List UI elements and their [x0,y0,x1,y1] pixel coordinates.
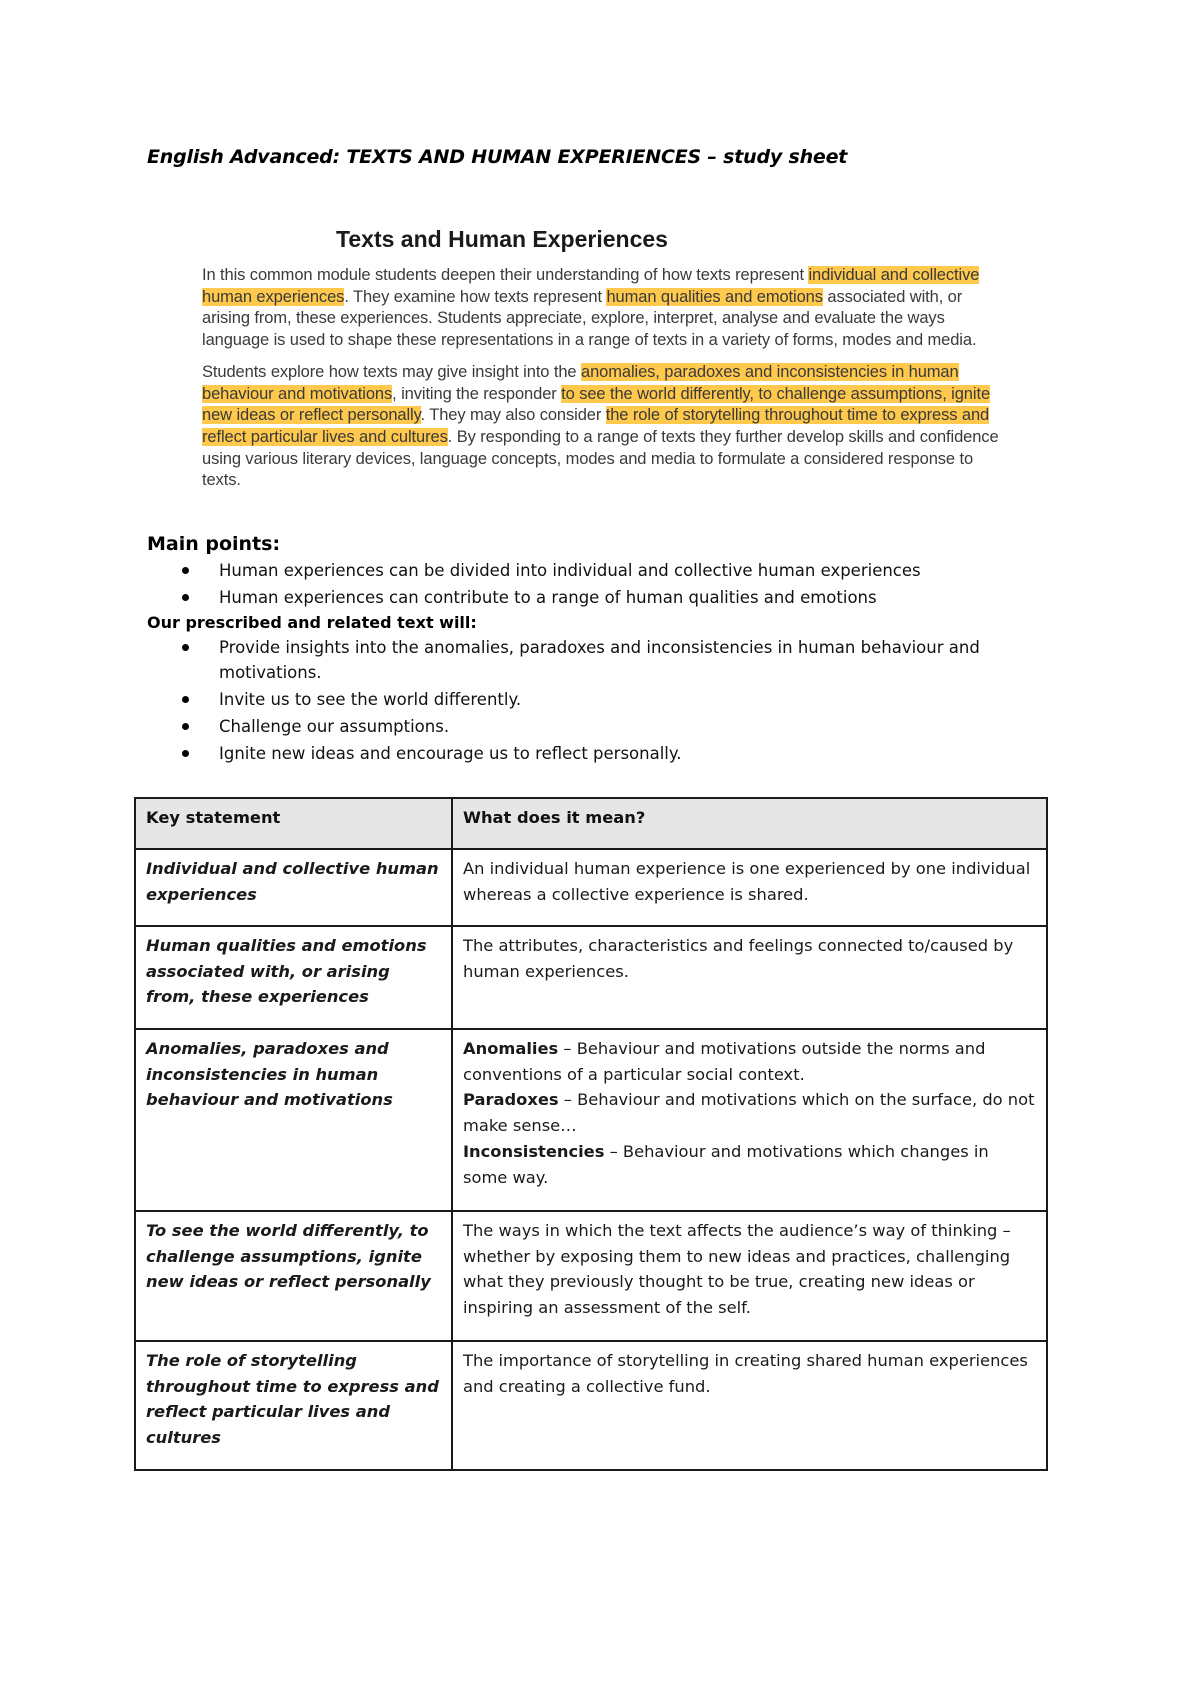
list-item-text: Provide insights into the anomalies, paradoxes and inconsistencies in human behaviour and motivations. [219,638,980,682]
excerpt-heading: Texts and Human Experiences [336,226,668,252]
excerpt-text: . They examine how texts represent [344,287,607,306]
term-label: Inconsistencies [463,1141,605,1161]
term-text: – Behaviour and motivations which on the surface, do not make sense… [463,1090,1035,1136]
excerpt-paragraph-2 [202,362,1002,492]
bullet-icon [182,696,189,703]
list-item-text: Human experiences can contribute to a range of human qualities and emotions [219,588,877,607]
key-statement-cell: Human qualities and emotions associated with, or arising from, these experiences [135,926,452,1029]
main-points-section [147,533,1077,768]
excerpt-text: In this common module students deepen their understanding of how texts represent [202,266,809,284]
bullet-icon [182,594,189,601]
term-label: Paradoxes [463,1090,559,1110]
meaning-cell [452,1029,1047,1211]
list-item [219,687,1077,712]
table-row [135,849,1047,926]
term-text: – Behaviour and motivations which changes in some way. [463,1141,989,1187]
table-row [135,926,1047,1029]
bullet-icon [182,644,189,651]
table-row [135,1029,1047,1211]
excerpt-text: . By responding to a range of texts they further develop skills and confidence using various literary devices, language concepts, modes and media to formulate a considered response to texts. [202,427,999,490]
excerpt-text: , inviting the responder [392,384,562,403]
table-header-row [135,798,1047,849]
key-statement-cell: The role of storytelling throughout time to express and reflect particular lives and cultures [135,1341,452,1470]
term-text: – Behaviour and motivations outside the norms and conventions of a particular social context. [463,1039,986,1084]
highlighted-text: human qualities and emotions [606,287,823,306]
table-row [135,1341,1047,1470]
list-item-text: Invite us to see the world differently. [219,690,522,709]
term-label: Anomalies [463,1039,559,1058]
table-header-meaning: What does it mean? [452,798,1047,849]
list-item [219,741,1077,766]
list-item [219,585,1077,610]
list-item [219,635,1077,685]
main-points-heading: Main points: [147,533,281,555]
highlighted-text: to see the world differently, to challenge assumptions, ignite new ideas or reflect personally [202,384,991,425]
key-statement-cell: Individual and collective human experiences [135,849,452,926]
table-header-key: Key statement [135,798,452,849]
list-item-text: Challenge our assumptions. [219,717,450,736]
syllabus-excerpt [202,226,1002,502]
main-points-list [147,558,1077,610]
key-statement-table [134,797,1048,1471]
excerpt-paragraph-1 [202,265,1002,352]
excerpt-text: Students explore how texts may give insight into the [202,362,581,381]
document-title: English Advanced: TEXTS AND HUMAN EXPERIENCES – study sheet [147,146,848,168]
meaning-cell: An individual human experience is one experienced by one individual whereas a collective experience is shared. [452,849,1047,926]
meaning-cell: The ways in which the text affects the audience’s way of thinking – whether by exposing them to new ideas and practices, challenging what they previously thought to be true, creating new ideas or inspiring an assessment of the self. [452,1211,1047,1341]
highlighted-text: anomalies, paradoxes and inconsistencies in human behaviour and motivations [202,362,959,403]
meaning-cell: The attributes, characteristics and feelings connected to/caused by human experiences. [452,926,1047,1029]
term-definition [463,1036,1036,1087]
prescribed-list [147,635,1077,766]
term-definition [463,1139,1036,1190]
list-item-text: Ignite new ideas and encourage us to reflect personally. [219,744,682,763]
excerpt-text: associated with, or arising from, these experiences. Students appreciate, explore, interpret, analyse and evaluate the ways language is used to shape these representations in a range of texts in a variety of forms, modes and media. [202,287,977,350]
bullet-icon [182,567,189,574]
term-definition [463,1087,1036,1138]
list-item [219,714,1077,739]
prescribed-heading: Our prescribed and related text will: [147,613,477,632]
list-item [219,558,1077,583]
table-row [135,1211,1047,1341]
meaning-cell: The importance of storytelling in creating shared human experiences and creating a collective fund. [452,1341,1047,1470]
list-item-text: Human experiences can be divided into individual and collective human experiences [219,561,921,580]
bullet-icon [182,723,189,730]
bullet-icon [182,750,189,757]
highlighted-text: the role of storytelling throughout time to express and reflect particular lives and cultures [202,406,990,446]
key-statement-cell: Anomalies, paradoxes and inconsistencies in human behaviour and motivations [135,1029,452,1211]
highlighted-text: individual and collective human experiences [202,266,980,306]
excerpt-text: . They may also consider [420,406,606,425]
key-statement-cell: To see the world differently, to challenge assumptions, ignite new ideas or reflect personally [135,1211,452,1341]
